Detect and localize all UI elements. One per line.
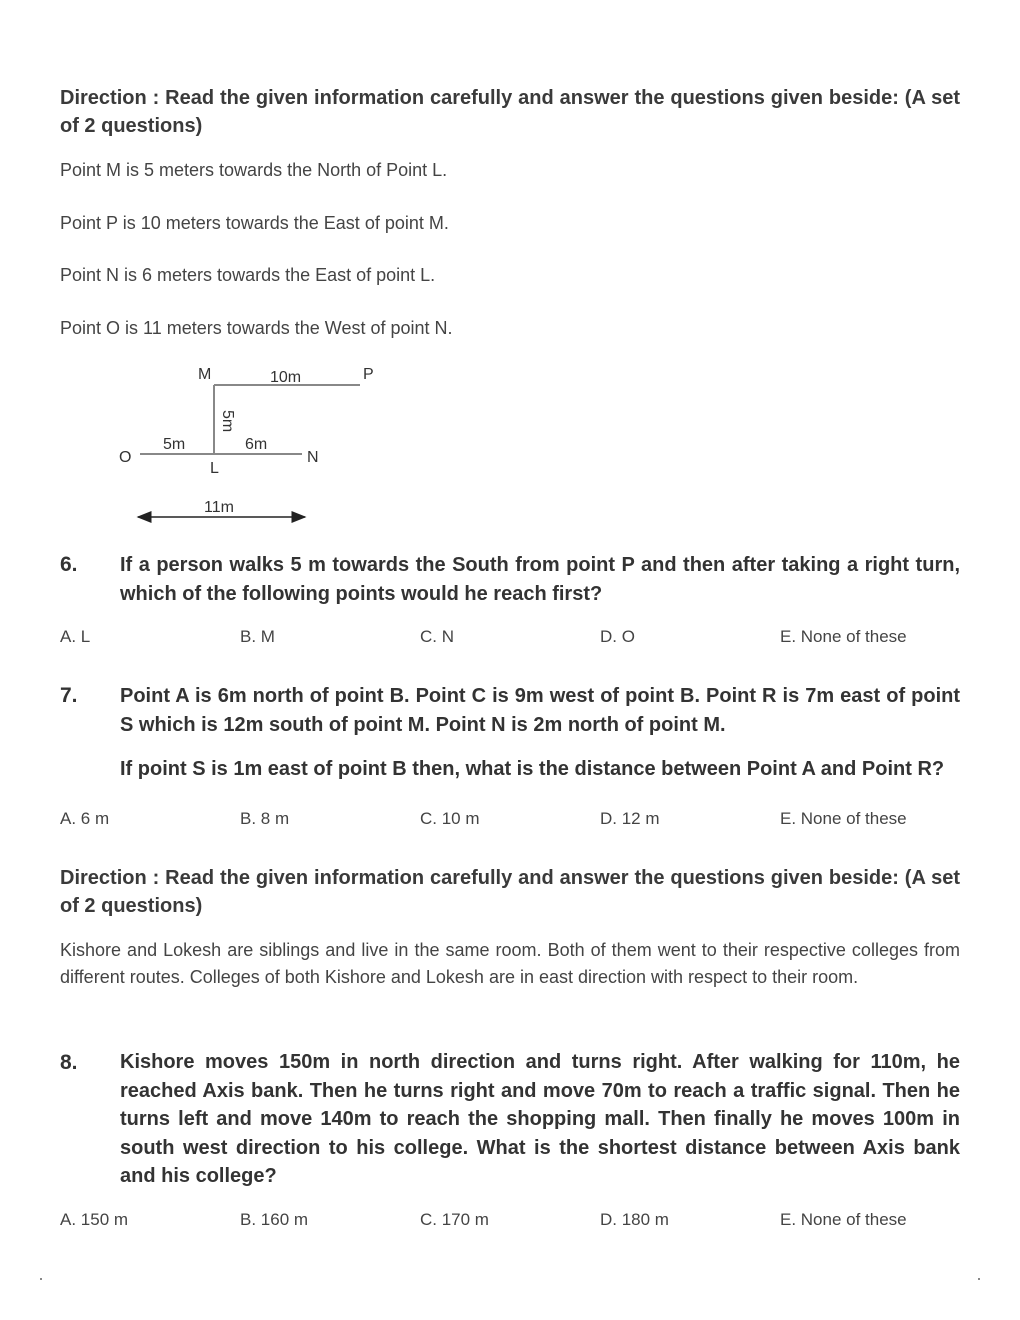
label-m: M (198, 366, 212, 383)
option-c[interactable]: C. 10 m (420, 809, 480, 828)
option-e[interactable]: E. None of these (780, 809, 907, 828)
question-7-number: 7. (60, 684, 78, 707)
option-e[interactable]: E. None of these (780, 1210, 907, 1229)
page-mark-right (978, 1278, 980, 1280)
question-6-options (60, 627, 960, 651)
label-on: 11m (204, 499, 234, 516)
option-a[interactable]: A. 150 m (60, 1210, 129, 1229)
option-e[interactable]: E. None of these (780, 627, 907, 646)
question-6-number: 6. (60, 553, 78, 576)
fact-4: Point O is 11 meters towards the West of point N. (60, 318, 453, 338)
question-8-text: Kishore moves 150m in north direction and turns right. After walking for 110m, he reached Axis bank. Then he turns right and move 70m to reach a traffic signal. Then he turns left and move 140m to reach the shopping mall. Then finally he moves 100m in south west direction to his college. What is the shortest distance between Axis bank and his college? (120, 1051, 960, 1187)
option-b[interactable]: B. 160 m (240, 1210, 309, 1229)
fact-1: Point M is 5 meters towards the North of Point L. (60, 160, 448, 180)
direction-heading-2: Direction : Read the given information carefully and answer the questions given beside: (A set of 2 questions) (60, 867, 960, 917)
label-o: O (119, 449, 132, 466)
label-ml: 5m (219, 410, 236, 433)
option-a[interactable]: A. L (60, 627, 91, 646)
label-l: L (210, 460, 219, 477)
option-d[interactable]: D. O (600, 627, 635, 646)
label-n: N (307, 449, 319, 466)
question-7-subquestion: If point S is 1m east of point B then, what is the distance between Point A and Point R? (120, 758, 945, 780)
passage: Kishore and Lokesh are siblings and live in the same room. Both of them went to their respective colleges from different routes. Colleges of both Kishore and Lokesh are in east direction with respect to their room. (60, 940, 960, 987)
label-p: P (363, 366, 374, 383)
option-b[interactable]: B. M (240, 627, 275, 646)
question-6-text: If a person walks 5 m towards the South from point P and then after taking a right turn, which of the following points would he reach first? (120, 554, 960, 605)
label-mp: 10m (270, 369, 302, 386)
label-ln: 6m (245, 436, 268, 453)
direction-diagram (110, 355, 410, 535)
option-c[interactable]: C. 170 m (420, 1210, 489, 1229)
option-b[interactable]: B. 8 m (240, 809, 290, 828)
option-c[interactable]: C. N (420, 627, 454, 646)
page-mark-left (40, 1278, 42, 1280)
option-d[interactable]: D. 12 m (600, 809, 660, 828)
question-8-options (60, 1210, 960, 1234)
fact-2: Point P is 10 meters towards the East of point M. (60, 213, 449, 233)
option-d[interactable]: D. 180 m (600, 1210, 669, 1229)
label-ol: 5m (163, 436, 186, 453)
fact-3: Point N is 6 meters towards the East of point L. (60, 265, 436, 285)
question-7-options (60, 809, 960, 833)
option-a[interactable]: A. 6 m (60, 809, 110, 828)
question-8-number: 8. (60, 1051, 78, 1074)
question-7-text: Point A is 6m north of point B. Point C is 9m west of point B. Point R is 7m east of point S which is 12m south of point M. Point N is 2m north of point M. (120, 685, 960, 736)
direction-heading-1: Direction : Read the given information carefully and answer the questions given beside: (A set of 2 questions) (60, 87, 960, 137)
